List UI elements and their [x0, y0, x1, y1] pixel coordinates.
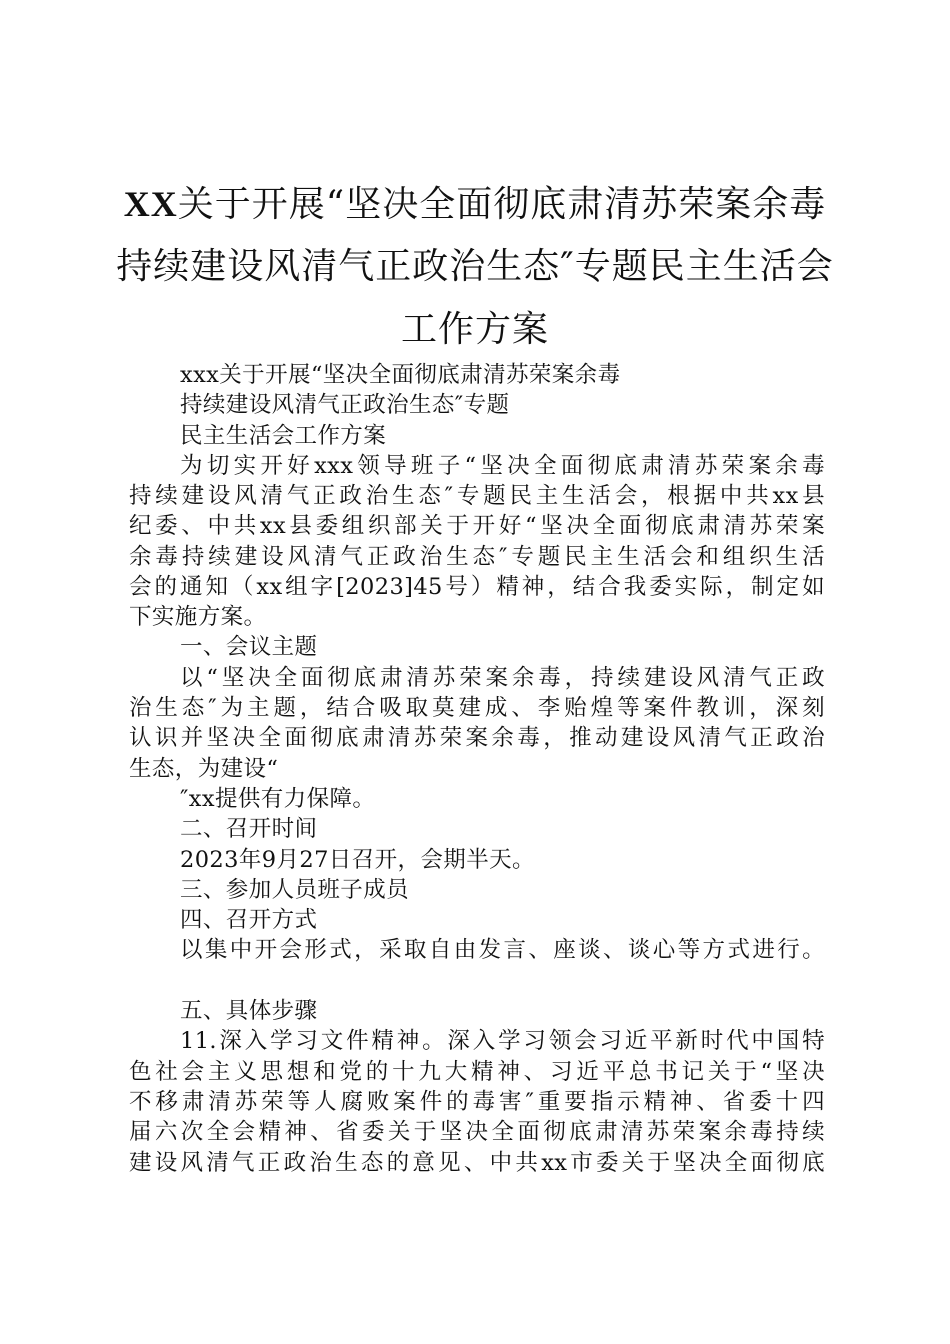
paragraph-line: 为切实开好xxx领导班子“坚决全面彻底肃清苏荣案余毒: [180, 453, 825, 479]
paragraph-line: 下实施方案。: [129, 604, 267, 630]
paragraph-line: 2023年9月27日召开，会期半天。: [180, 847, 535, 873]
paragraph-line: 纪委、中共xx县委组织部关于开好“坚决全面彻底肃清苏荣案: [129, 513, 825, 539]
section-heading: 一、会议主题: [180, 634, 318, 660]
paragraph-line: 生态，为建设“: [129, 756, 279, 782]
paragraph-line: 治生态″为主题，结合吸取莫建成、李贻煌等案件教训，深刻: [129, 695, 825, 721]
paragraph-line: 以集中开会形式，采取自由发言、座谈、谈心等方式进行。: [180, 937, 825, 963]
section-heading: 二、召开时间: [180, 816, 318, 842]
document-title-line-3: 工作方案: [400, 309, 549, 350]
paragraph-line: 会的通知（xx组字[2023]45号）精神，结合我委实际，制定如: [129, 574, 825, 600]
paragraph-line: 认识并坚决全面彻底肃清苏荣案余毒，推动建设风清气正政治: [129, 725, 825, 751]
paragraph-line: 余毒持续建设风清气正政治生态″专题民主生活会和组织生活: [129, 544, 825, 570]
paragraph-line: ″xx提供有力保障。: [180, 786, 376, 812]
paragraph-line: 持续建设风清气正政治生态″专题民主生活会，根据中共xx县: [129, 483, 825, 509]
subtitle-line-3: 民主生活会工作方案: [180, 423, 387, 449]
paragraph-line: 建设风清气正政治生态的意见、中共xx市委关于坚决全面彻底: [129, 1150, 825, 1176]
paragraph-line: 届六次全会精神、省委关于坚决全面彻底肃清苏荣案余毒持续: [129, 1119, 825, 1145]
section-heading: 四、召开方式: [180, 907, 318, 933]
paragraph-line: 色社会主义思想和党的十九大精神、习近平总书记关于“坚决: [129, 1059, 825, 1085]
section-heading: 三、参加人员班子成员: [180, 877, 410, 903]
title-rest: 关于开展“坚决全面彻底肃清苏荣案余毒: [177, 184, 827, 225]
paragraph-line: 不移肃清苏荣等人腐败案件的毒害″重要指示精神、省委十四: [129, 1089, 825, 1115]
title-lead: XX: [123, 184, 178, 224]
subtitle-line-2: 持续建设风清气正政治生态″专题: [180, 392, 510, 418]
paragraph-line: 以“坚决全面彻底肃清苏荣案余毒，持续建设风清气正政: [180, 665, 825, 691]
section-heading: 五、具体步骤: [180, 998, 318, 1024]
document-title-line-1: [110, 186, 840, 223]
paragraph-line: 11.深入学习文件精神。深入学习领会习近平新时代中国特: [180, 1028, 825, 1054]
subtitle-line-1: xxx关于开展“坚决全面彻底肃清苏荣案余毒: [180, 362, 621, 388]
document-title-line-2: 持续建设风清气正政治生态″专题民主生活会: [116, 246, 834, 287]
